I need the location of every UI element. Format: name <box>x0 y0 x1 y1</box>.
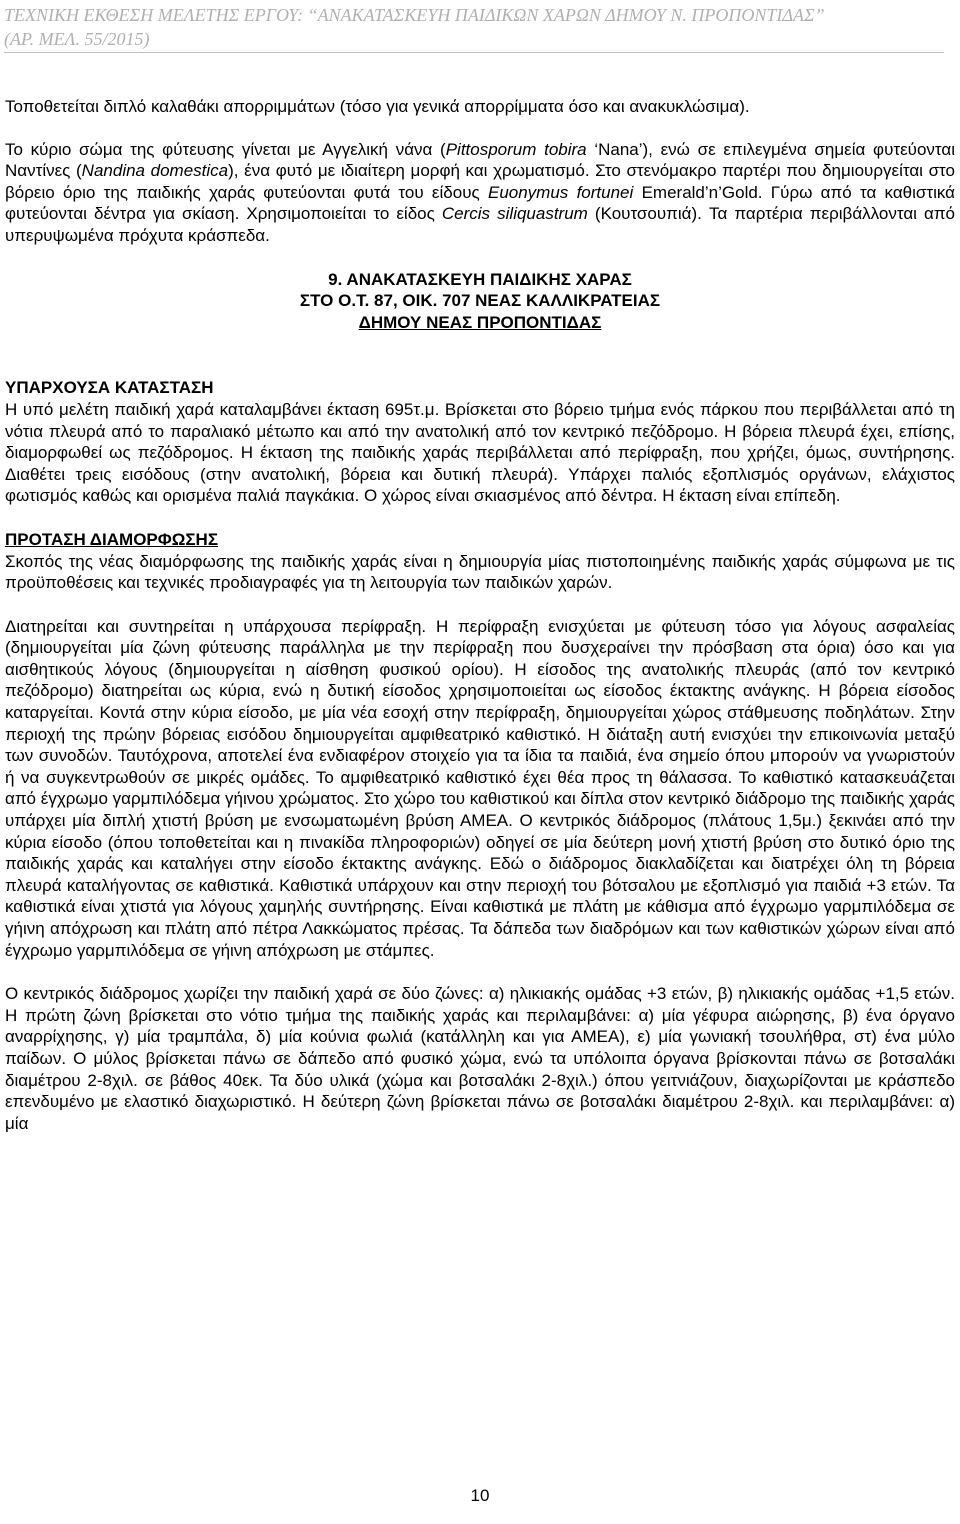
proposal-heading: ΠΡΟΤΑΣΗ ΔΙΑΜΟΡΦΩΣΗΣ <box>5 529 219 549</box>
body-content <box>5 96 955 1134</box>
plant-name: Pittosporum tobira <box>445 139 587 159</box>
paragraph-waste-bin: Τοποθετείται διπλό καλαθάκι απορριμμάτων (τόσο για γενικά απορρίμματα όσο και ανακυκλώσιμα). <box>5 97 750 116</box>
plant-name: Euonymus fortunei <box>487 182 634 202</box>
paragraph-planting: Το κύριο σώμα της φύτευσης γίνεται με Αγγελική νάνα (Pittosporum tobira ‘Nana’), ενώ σε επιλεγμένα σημεία φυτεύονται Ναντίνες (Nandina domestica), ένα φυτό με ιδιαίτερη μορφή και χρωματισμό. Στο στενόμακρο παρτέρι που δημιουργείται στο βόρειο όριο της παιδικής χαράς φυτεύονται φυτά του είδους Euonymus fortunei Emerald’n’Gold. Γύρω από τα καθιστικά φυτεύονται δέντρα για σκίαση. Χρησιμοποιείται το είδος Cercis siliquastrum (Κουτσουπιά). Τα παρτέρια περιβάλλονται από υπερυψωμένα πρόχυτα κράσπεδα. <box>5 139 956 245</box>
section-title-line: 9. ΑΝΑΚΑΤΑΣΚΕΥΗ ΠΑΙΔΙΚΗΣ ΧΑΡΑΣ <box>328 269 632 289</box>
paragraph-fence-seating: Διατηρείται και συντηρείται η υπάρχουσα περίφραξη. Η περίφραξη ενισχύεται με φύτευση τόσο για λόγους ασφαλείας (δημιουργείται μία ζώνη φύτευσης παράλληλα με την περίφραξη που δυσχεραίνει την πρόσβαση στα όρια) όσο και για αισθητικούς λόγους (δημιουργείται η αίσθηση φυσικού ορίου). Η είσοδος της ανατολικής πλευράς (από τον κεντρικό πεζόδρομο) διατηρείται ως κύρια, ενώ η δυτική είσοδος χρησιμοποιείται ως είσοδος έκτακτης ανάγκης. Η βόρεια είσοδος καταργείται. Κοντά στην κύρια είσοδο, με μία νέα εσοχή στην περίφραξη, δημιουργείται χώρος στάθμευσης ποδηλάτων. Στην περιοχή της πρώην βόρειας εισόδου δημιουργείται αμφιθεατρικό καθιστικό. Η διάταξη αυτή ενισχύει την επικοινωνία μεταξύ των συνοδών. Ταυτόχρονα, αποτελεί ένα ενδιαφέρον στοιχείο για τα ίδια τα παιδιά, ένα σημείο όπου μπορούν να γνωριστούν ή να συγκεντρωθούν σε μικρές ομάδες. Το αμφιθεατρικό καθιστικό έχει θέα προς τη θάλασσα. Το καθιστικό κατασκευάζεται από έγχρωμο γαρμπιλόδεμα γήινου χρώματος. Στο χώρο του καθιστικού και δίπλα στον κεντρικό διάδρομο της παιδικής χαράς υπάρχει μία διπλή χτιστή βρύση με ενσωματωμένη βρύση ΑΜΕΑ. Ο κεντρικός διάδρομος (πλάτους 1,5μ.) ξεκινάει από την κύρια είσοδο (όπου τοποθετείται και η πινακίδα πληροφοριών) οδηγεί σε μία δεύτερη μονή χτιστή βρύση στο δυτικό όριο της παιδικής χαράς και καταλήγει στην είσοδο έκτακτης ανάγκης. Εδώ ο διάδρομος διακλαδίζεται και διατρέχει όλη τη βόρεια πλευρά καταλήγοντας σε καθιστικά. Καθιστικά υπάρχουν και στην περιοχή του βότσαλου με εξοπλισμό για παιδιά +3 ετών. Τα καθιστικά είναι χτιστά για λόγους χαμηλής συντήρησης. Είναι καθιστικά με πλάτη με κάθισμα από έγχρωμο γαρμπιλόδεμα σε γήινη απόχρωση και πλάτη από πέτρα Λακκώματος πρέσας. Τα δάπεδα των διαδρόμων και των καθιστικών χώρων είναι από έγχρωμο γαρμπιλόδεμα σε γήινη απόχρωση με στάμπες. <box>5 616 955 960</box>
paragraph-proposal: Σκοπός της νέας διαμόρφωσης της παιδικής χαράς είναι η δημιουργία μίας πιστοποιημένης παιδικής χαράς σύμφωνα με τις προϋποθέσεις και τεχνικές προδιαγραφές για τη λειτουργία των παιδικών χαρών. <box>5 551 955 593</box>
paragraph-existing: Η υπό μελέτη παιδική χαρά καταλαμβάνει έκταση 695τ.μ. Βρίσκεται στο βόρειο τμήμα ενός πάρκου που περιβάλλεται από τη νότια πλευρά από το παραλιακό μέτωπο και από την ανατολική από τον κεντρικό πεζόδρομο. Η βόρεια πλευρά έχει, επίσης, διαμορφωθεί ως πεζόδρομος. Η έκταση της παιδικής χαράς περιβάλλεται από περίφραξη, που χρήζει, όμως, συντήρησης. Διαθέτει τρεις εισόδους (στην ανατολική, βόρεια και δυτική πλευρά). Υπάρχει παλιός εξοπλισμός οργάνων, ελάχιστος φωτισμός καθώς και ορισμένα παλιά παγκάκια. Ο χώρος είναι σκιασμένος από δέντρα. Η έκταση είναι επίπεδη. <box>5 399 955 506</box>
page-header <box>4 3 944 51</box>
plant-name: Nandina domestica <box>81 161 229 181</box>
header-title: ΤΕΧΝΙΚΗ ΕΚΘΕΣΗ ΜΕΛΕΤΗΣ ΕΡΓΟΥ: “ΑΝΑΚΑΤΑΣΚΕΥΗ ΠΑΙΔΙΚΩΝ ΧΑΡΩΝ ΔΗΜΟΥ Ν. ΠΡΟΠΟΝΤΙΔΑΣ” <box>4 5 825 25</box>
page-number: 10 <box>470 1486 490 1505</box>
section-title <box>5 269 955 334</box>
paragraph-zones: Ο κεντρικός διάδρομος χωρίζει την παιδική χαρά σε δύο ζώνες: α) ηλικιακής ομάδας +3 ετών, β) ηλικιακής ομάδας +1,5 ετών. Η πρώτη ζώνη βρίσκεται στο νότιο τμήμα της παιδικής χαράς και περιλαμβάνει: α) μία γέφυρα αιώρησης, β) ένα όργανο αναρρίχησης, γ) μία τραμπάλα, δ) μία κούνια φωλιά (κατάλληλη και για ΑΜΕΑ), ε) μία γωνιακή τσουλήθρα, στ) ένα μύλο παίδων. Ο μύλος βρίσκεται πάνω σε δάπεδο από φυσικό χώμα, ενώ τα υπόλοιπα όργανα βρίσκονται πάνω σε βοτσαλάκι διαμέτρου 2-8χιλ. σε βάθος 40εκ. Τα δύο υλικά (χώμα και βοτσαλάκι 2-8χιλ.) όπου γειτνιάζουν, διαχωρίζονται με κράσπεδο επενδυμένο με ελαστικό διαχωριστικό. Η δεύτερη ζώνη βρίσκεται πάνω σε βοτσαλάκι διαμέτρου 2-8χιλ. και περιλαμβάνει: α) μία <box>5 984 955 1133</box>
existing-heading: ΥΠΑΡΧΟΥΣΑ ΚΑΤΑΣΤΑΣΗ <box>5 378 214 398</box>
plant-name: Cercis siliquastrum <box>441 204 588 224</box>
section-title-line: ΔΗΜΟΥ ΝΕΑΣ ΠΡΟΠΟΝΤΙΔΑΣ <box>358 312 602 332</box>
header-study-number: (ΑΡ. ΜΕΛ. 55/2015) <box>4 29 150 49</box>
section-title-line: ΣΤΟ Ο.Τ. 87, ΟΙΚ. 707 ΝΕΑΣ ΚΑΛΛΙΚΡΑΤΕΙΑΣ <box>299 291 661 311</box>
header-rule <box>4 52 944 53</box>
